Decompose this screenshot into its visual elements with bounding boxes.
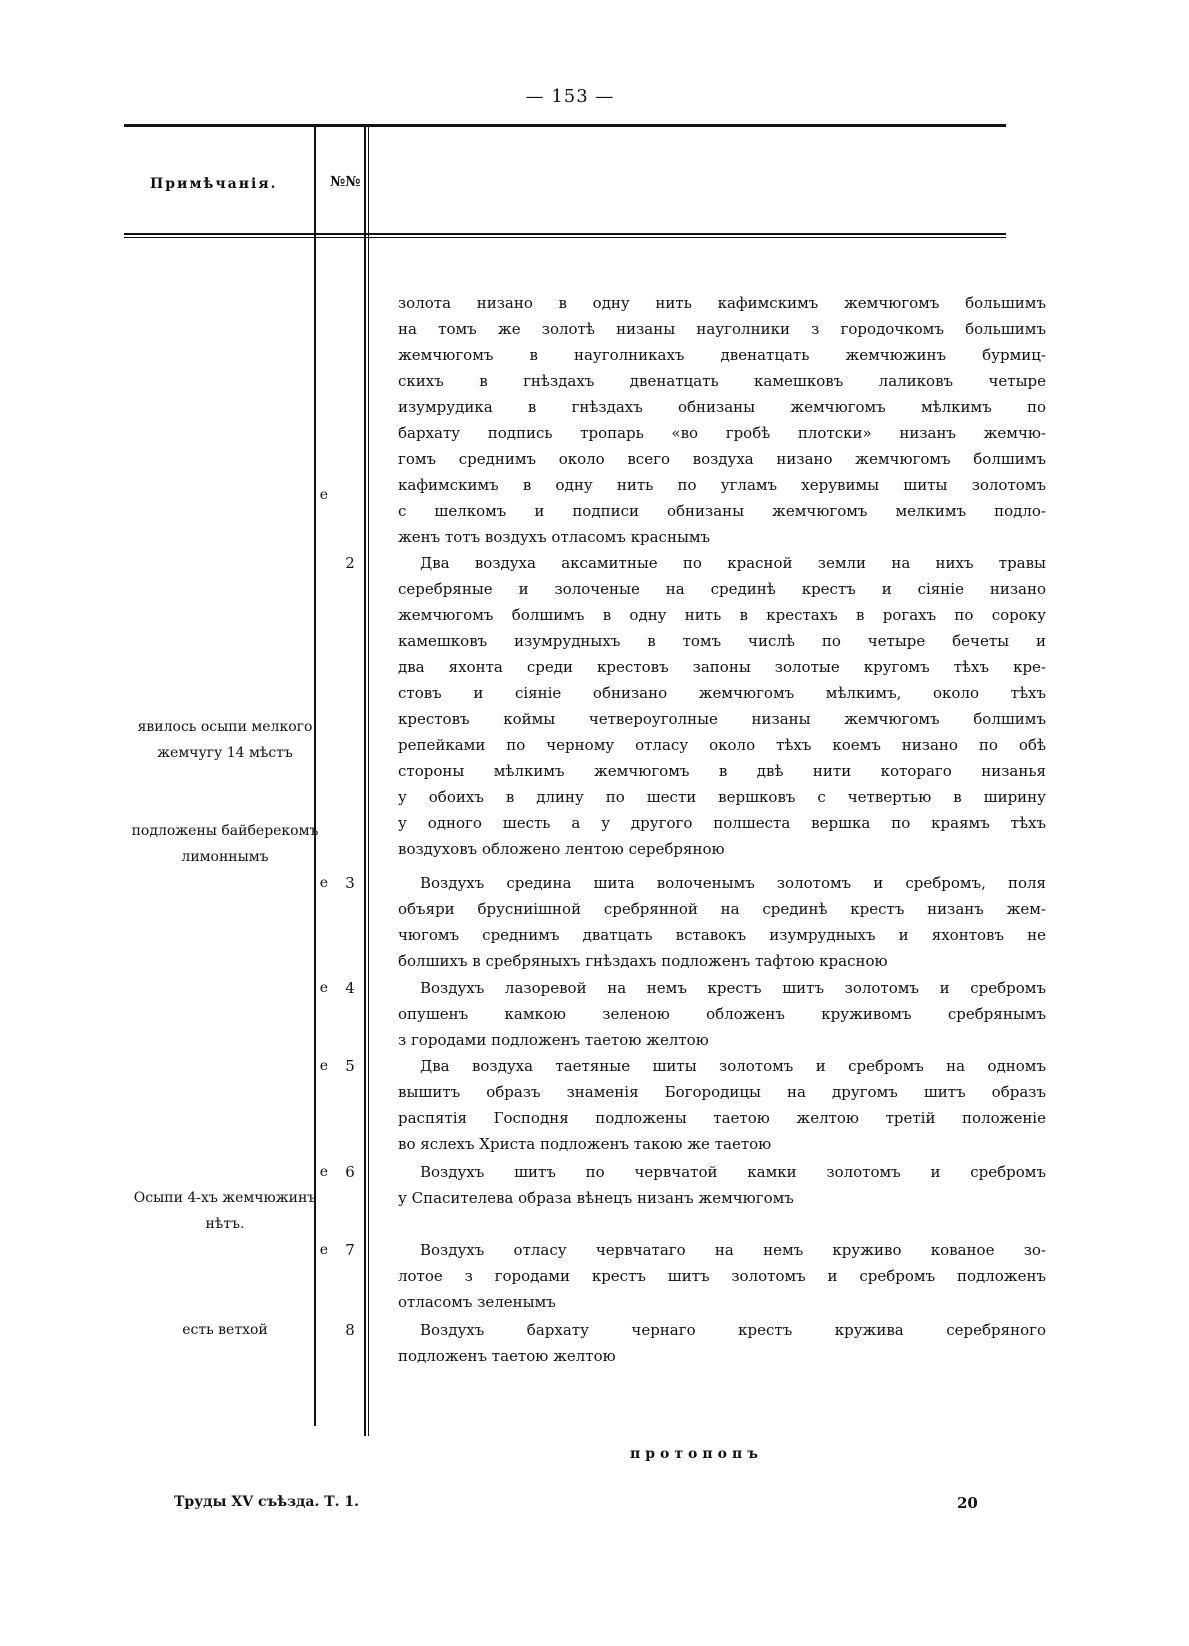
body-line: отласомъ зеленымъ xyxy=(398,1293,556,1311)
body-line: вышитъ образъ знаменія Богородицы на другомъ шитъ образъ xyxy=(398,1083,1046,1101)
note-1: е xyxy=(319,487,328,503)
body-line: камешковъ изумрудныхъ в томъ числѣ по четыре бечеты и xyxy=(398,632,1046,650)
body-line: женъ тотъ воздухъ отласомъ краснымъ xyxy=(398,528,711,546)
body-line: золота низано в одну нить кафимскимъ жемчюгомъ большимъ xyxy=(398,294,1046,312)
note-4: е xyxy=(319,875,328,891)
body-line: стовъ и сіяніе обнизано жемчюгомъ мѣлкимъ, около тѣхъ xyxy=(398,684,1046,702)
top-rule xyxy=(124,124,1006,127)
header-bottom-rule xyxy=(124,233,1006,235)
note-6: е xyxy=(319,1058,328,1074)
note-9: е xyxy=(319,1242,328,1258)
body-line: у обоихъ в длину по шести вершковъ с четвертью в ширину xyxy=(398,788,1046,806)
body-line: серебряные и золоченые на срединѣ крестъ и сіяніе низано xyxy=(398,580,1046,598)
body-line: бархату подпись тропарь «во гробѣ плотски» низанъ жемчю- xyxy=(398,424,1046,442)
item-number-2: 2 xyxy=(345,554,355,572)
body-line: на томъ же золотѣ низаны науголники з городочкомъ большимъ xyxy=(398,320,1046,338)
body-line: з городами подложенъ таетою желтою xyxy=(398,1031,709,1049)
body-line: жемчюгомъ в науголникахъ двенатцать жемчюжинъ бурмиц- xyxy=(398,346,1046,364)
note-3: подложены байберекомъ лимоннымъ xyxy=(131,823,319,865)
header-notes: Примѣчанія. xyxy=(150,176,278,192)
body-line: Воздухъ средина шита волоченымъ золотомъ и сребромъ, поля xyxy=(420,874,1046,892)
item-number-3: 3 xyxy=(345,874,355,892)
item-number-5: 5 xyxy=(345,1057,355,1075)
item-number-4: 4 xyxy=(345,979,355,997)
body-line: Воздухъ лазоревой на немъ крестъ шитъ золотомъ и сребромъ xyxy=(420,979,1046,997)
note-10: есть ветхой xyxy=(182,1322,268,1338)
body-line: репейками по черному отласу около тѣхъ коемъ низано по обѣ xyxy=(398,736,1046,754)
body-line: Два воздуха таетяные шиты золотомъ и сребромъ на одномъ xyxy=(420,1057,1046,1075)
body-line: подложенъ таетою желтою xyxy=(398,1347,616,1365)
body-line: крестовъ коймы четвероуголные низаны жемчюгомъ болшимъ xyxy=(398,710,1046,728)
note-5: е xyxy=(319,980,328,996)
body-line: Воздухъ бархату чернаго крестъ кружива серебряного xyxy=(420,1321,1046,1339)
body-line: жемчюгомъ болшимъ в одну нить в крестахъ в рогахъ по сороку xyxy=(398,606,1046,624)
body-line: стороны мѣлкимъ жемчюгомъ в двѣ нити котораго низанья xyxy=(398,762,1046,780)
note-2: явилось осыпи мелкого жемчугу 14 мѣстъ xyxy=(137,719,313,761)
body-line: болшихъ в сребряныхъ гнѣздахъ подложенъ тафтою красною xyxy=(398,952,888,970)
header-bottom-rule-2 xyxy=(124,237,1006,238)
body-line: чюгомъ среднимъ дватцать вставокъ изумрудныхъ и яхонтовъ не xyxy=(398,926,1046,944)
body-line: опушенъ камкою зеленою обложенъ круживомъ сребрянымъ xyxy=(398,1005,1046,1023)
footer-signature: 20 xyxy=(957,1494,978,1512)
body-line: распятія Господня подложены таетою желтою третій положеніе xyxy=(398,1109,1046,1127)
body-line: с шелкомъ и подписи обнизаны жемчюгомъ мелкимъ подло- xyxy=(398,502,1046,520)
body-line: гомъ среднимъ около всего воздуха низано жемчюгомъ болшимъ xyxy=(398,450,1046,468)
body-line: два яхонта среди крестовъ запоны золотые кругомъ тѣхъ кре- xyxy=(398,658,1046,676)
body-line: кафимскимъ в одну нить по угламъ херувимы шиты золотомъ xyxy=(398,476,1046,494)
item-number-8: 8 xyxy=(345,1321,355,1339)
body-line: Воздухъ шитъ по червчатой камки золотомъ и сребромъ xyxy=(420,1163,1046,1181)
body-line: у Спасителева образа вѣнецъ низанъ жемчюгомъ xyxy=(398,1189,794,1207)
body-line: во яслехъ Христа подложенъ такою же таетою xyxy=(398,1135,772,1153)
note-7: е xyxy=(319,1164,328,1180)
catchword: протопопъ xyxy=(630,1446,763,1462)
body-line: объяри брусниішной сребрянной на срединѣ крестъ низанъ жем- xyxy=(398,900,1046,918)
body-line: скихъ в гнѣздахъ двенатцать камешковъ лаликовъ четыре xyxy=(398,372,1046,390)
body-line: у одного шесть а у другого полшеста вершка по краямъ тѣхъ xyxy=(398,814,1046,832)
body-line: Два воздуха аксамитные по красной земли на нихъ травы xyxy=(420,554,1046,572)
body-line: Воздухъ отласу червчатаго на немъ круживо кованое зо- xyxy=(420,1241,1046,1259)
footer-title: Труды XV съѣзда. Т. 1. xyxy=(174,1494,359,1510)
body-line: лотое з городами крестъ шитъ золотомъ и сребромъ подложенъ xyxy=(398,1267,1046,1285)
note-8: Осыпи 4-хъ жемчюжинъ нѣтъ. xyxy=(133,1190,317,1232)
item-number-6: 6 xyxy=(345,1163,355,1181)
header-number: №№ xyxy=(330,174,361,190)
item-number-7: 7 xyxy=(345,1241,355,1259)
page-number: — 153 — xyxy=(525,86,615,107)
body-line: воздуховъ обложено лентою серебряною xyxy=(398,840,725,858)
body-line: изумрудика в гнѣздахъ обнизаны жемчюгомъ мѣлкимъ по xyxy=(398,398,1046,416)
